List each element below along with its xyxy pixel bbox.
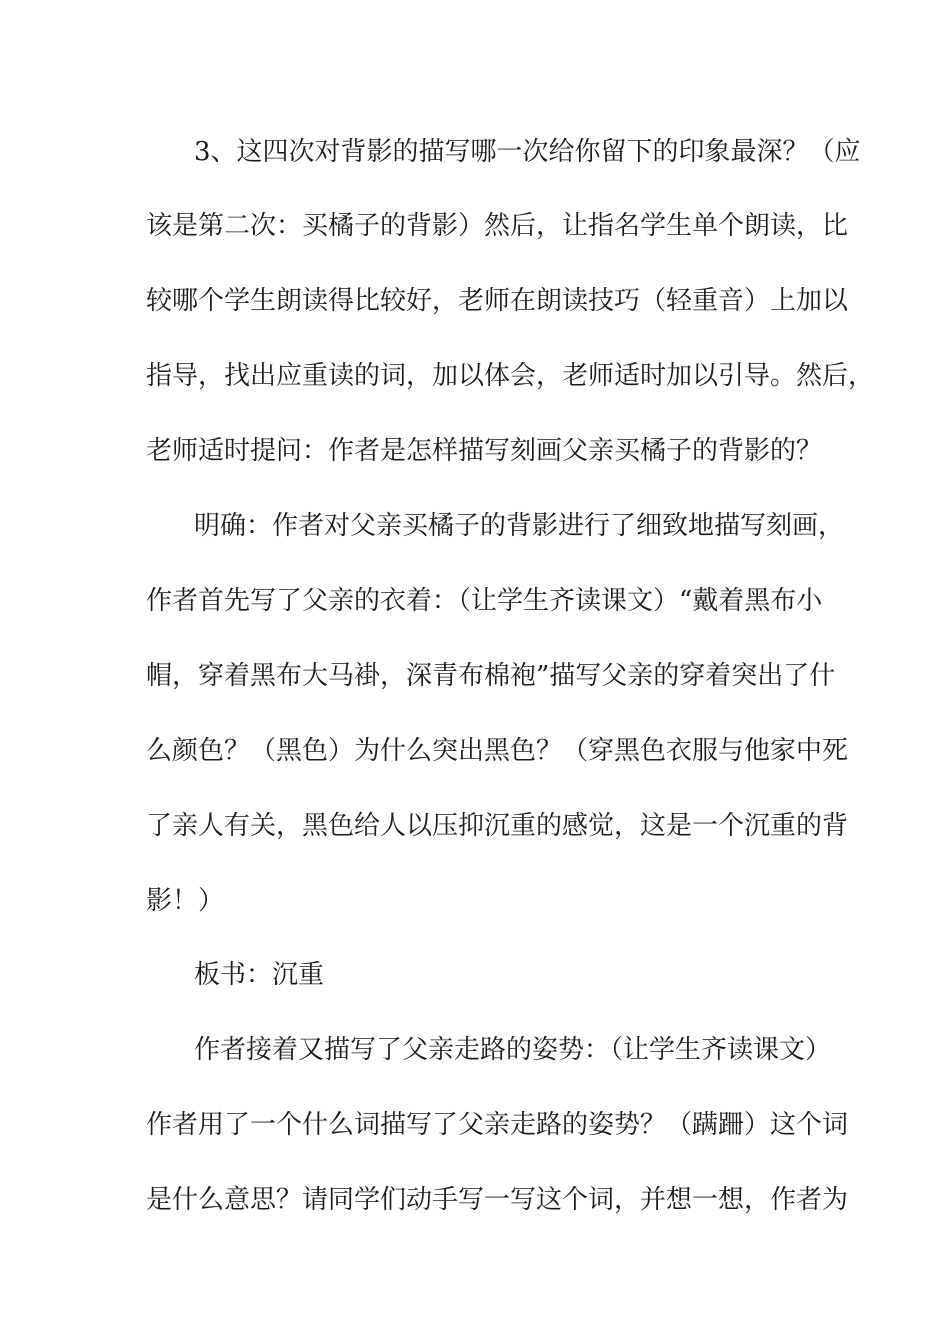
text-line-13: 作者接着又描写了父亲走路的姿势：（让学生齐读课文） <box>194 1035 832 1065</box>
text-line-1: 3、这四次对背影的描写哪一次给你留下的印象最深？（应 <box>194 137 861 167</box>
text-line-15: 是什么意思？请同学们动手写一写这个词，并想一想，作者为 <box>146 1185 849 1215</box>
text-line-2: 该是第二次：买橘子的背影）然后，让指名学生单个朗读，比 <box>146 211 849 241</box>
text-line-9: 么颜色？（黑色）为什么突出黑色？（穿黑色衣服与他家中死 <box>146 736 849 766</box>
text-line-10: 了亲人有关，黑色给人以压抑沉重的感觉，这是一个沉重的背 <box>146 811 849 841</box>
text-line-6: 明确：作者对父亲买橘子的背影进行了细致地描写刻画， <box>194 511 845 541</box>
text-line-14: 作者用了一个什么词描写了父亲走路的姿势？（蹒跚）这个词 <box>146 1110 849 1140</box>
text-line-11: 影！） <box>146 886 225 916</box>
text-line-3: 较哪个学生朗读得比较好，老师在朗读技巧（轻重音）上加以 <box>146 286 849 316</box>
text-line-5: 老师适时提问：作者是怎样描写刻画父亲买橘子的背影的？ <box>146 436 823 466</box>
text-line-8: 帽，穿着黑布大马褂，深青布棉袍”描写父亲的穿着突出了什 <box>146 661 836 691</box>
text-line-7: 作者首先写了父亲的衣着：（让学生齐读课文）“戴着黑布小 <box>146 586 823 616</box>
text-line-12: 板书：沉重 <box>194 960 325 990</box>
text-line-4: 指导，找出应重读的词，加以体会，老师适时加以引导。然后， <box>146 361 875 391</box>
